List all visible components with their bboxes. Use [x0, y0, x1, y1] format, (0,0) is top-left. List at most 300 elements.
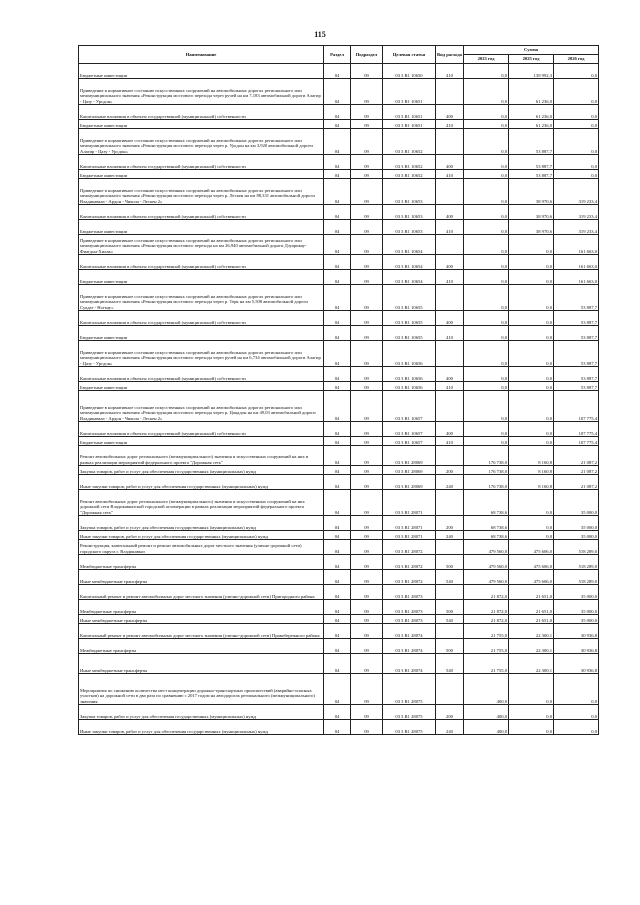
- cell-name: Бюджетные инвестиции: [79, 437, 324, 446]
- table-row: [79, 570, 599, 585]
- cell-sum-year-1: 0,0: [464, 437, 509, 446]
- cell-sum-year-2: 21 651,0: [509, 585, 554, 600]
- cell-target: 03 3 R1 28072: [383, 555, 436, 570]
- cell-target: 03 3 R1 28074: [383, 624, 436, 639]
- table-row: [79, 446, 599, 466]
- cell-sum-year-2: 475 606,0: [509, 570, 554, 585]
- cell-expense-type: 200: [436, 705, 464, 720]
- cell-name: Иные закупки товаров, работ и услуг для обеспечения государственных (муниципальных) нужд: [79, 475, 324, 490]
- table-row: [79, 391, 599, 422]
- cell-subsection: 09: [351, 79, 383, 105]
- table-row: [79, 639, 599, 654]
- cell-name: Бюджетные инвестиции: [79, 270, 324, 285]
- table-row: [79, 600, 599, 615]
- cell-sum-year-2: 8 160,8: [509, 446, 554, 466]
- cell-subsection: 09: [351, 120, 383, 129]
- cell-sum-year-2: 0,0: [509, 285, 554, 311]
- cell-expense-type: [436, 540, 464, 555]
- cell-sum-year-3: 107 775,4: [554, 422, 599, 437]
- table-row: [79, 205, 599, 220]
- cell-subsection: 09: [351, 674, 383, 705]
- cell-expense-type: [436, 391, 464, 422]
- table-row: [79, 585, 599, 600]
- cell-sum-year-1: 0,0: [464, 311, 509, 326]
- cell-target: 03 3 R1 10653: [383, 220, 436, 235]
- cell-sum-year-2: 139 992,3: [509, 64, 554, 79]
- cell-section: 04: [324, 170, 351, 179]
- cell-sum-year-3: 319 233,4: [554, 205, 599, 220]
- cell-sum-year-1: 400,0: [464, 674, 509, 705]
- cell-name: Капитальный ремонт и ремонт автомобильных дорог местного значения (улично-дорожной сети) Пригородного района: [79, 585, 324, 600]
- cell-target: 03 3 R1 28072: [383, 540, 436, 555]
- cell-sum-year-3: 319 233,4: [554, 220, 599, 235]
- cell-sum-year-3: 518 289,0: [554, 570, 599, 585]
- cell-expense-type: [436, 235, 464, 255]
- cell-section: 04: [324, 79, 351, 105]
- cell-expense-type: 410: [436, 326, 464, 341]
- cell-sum-year-1: 176 738,0: [464, 466, 509, 475]
- cell-name: Закупка товаров, работ и услуг для обеспечения государственных (муниципальных) нужд: [79, 705, 324, 720]
- cell-section: 04: [324, 475, 351, 490]
- table-row: [79, 540, 599, 555]
- cell-subsection: 09: [351, 585, 383, 600]
- table-row: [79, 437, 599, 446]
- cell-expense-type: [436, 490, 464, 516]
- cell-sum-year-2: 0,0: [509, 391, 554, 422]
- table-row: [79, 326, 599, 341]
- cell-target: 03 3 R1 28071: [383, 516, 436, 531]
- cell-target: 03 3 R1 10654: [383, 270, 436, 285]
- cell-expense-type: 540: [436, 570, 464, 585]
- cell-sum-year-3: 53 887,7: [554, 341, 599, 367]
- cell-target: 03 3 R1 28075: [383, 705, 436, 720]
- cell-target: 03 3 R1 28073: [383, 615, 436, 624]
- table-row: [79, 654, 599, 674]
- cell-section: 04: [324, 255, 351, 270]
- cell-expense-type: 500: [436, 639, 464, 654]
- cell-subsection: 09: [351, 382, 383, 391]
- cell-section: 04: [324, 326, 351, 341]
- cell-target: 03 3 R1 10652: [383, 129, 436, 155]
- cell-section: 04: [324, 105, 351, 120]
- cell-target: 03 3 R1 28069: [383, 475, 436, 490]
- cell-sum-year-2: 0,0: [509, 341, 554, 367]
- cell-section: 04: [324, 311, 351, 326]
- cell-sum-year-1: 176 738,0: [464, 446, 509, 466]
- cell-sum-year-3: 35 000,0: [554, 615, 599, 624]
- cell-name: Бюджетные инвестиции: [79, 382, 324, 391]
- cell-expense-type: 540: [436, 654, 464, 674]
- cell-sum-year-1: 21 872,0: [464, 600, 509, 615]
- cell-target: 03 3 R1 10656: [383, 367, 436, 382]
- cell-expense-type: 410: [436, 382, 464, 391]
- cell-sum-year-1: 0,0: [464, 205, 509, 220]
- cell-section: 04: [324, 220, 351, 235]
- cell-sum-year-2: 0,0: [509, 367, 554, 382]
- cell-expense-type: 240: [436, 475, 464, 490]
- cell-section: 04: [324, 516, 351, 531]
- cell-target: 03 3 R1 10651: [383, 105, 436, 120]
- cell-subsection: 09: [351, 639, 383, 654]
- cell-subsection: 09: [351, 326, 383, 341]
- cell-sum-year-3: 30 936,8: [554, 639, 599, 654]
- cell-section: 04: [324, 624, 351, 639]
- cell-sum-year-2: 38 970,6: [509, 205, 554, 220]
- cell-section: 04: [324, 540, 351, 555]
- header-target: Целевая статья: [383, 46, 436, 64]
- cell-expense-type: [436, 585, 464, 600]
- cell-sum-year-3: 53 887,7: [554, 326, 599, 341]
- table-row: [79, 475, 599, 490]
- cell-sum-year-2: 53 887,7: [509, 155, 554, 170]
- cell-sum-year-3: 21 087,2: [554, 466, 599, 475]
- table-row: [79, 720, 599, 735]
- cell-name: Иные межбюджетные трансферты: [79, 615, 324, 624]
- cell-sum-year-2: 53 887,7: [509, 129, 554, 155]
- cell-expense-type: [436, 129, 464, 155]
- cell-target: 03 3 R1 10657: [383, 391, 436, 422]
- cell-subsection: 09: [351, 170, 383, 179]
- cell-subsection: 09: [351, 540, 383, 555]
- cell-sum-year-2: 38 970,6: [509, 220, 554, 235]
- cell-target: 03 3 R1 10655: [383, 326, 436, 341]
- cell-subsection: 09: [351, 105, 383, 120]
- cell-sum-year-3: 107 775,4: [554, 437, 599, 446]
- cell-subsection: 09: [351, 600, 383, 615]
- cell-section: 04: [324, 720, 351, 735]
- table-row: [79, 155, 599, 170]
- cell-subsection: 09: [351, 129, 383, 155]
- cell-section: 04: [324, 235, 351, 255]
- cell-subsection: 09: [351, 220, 383, 235]
- cell-section: 04: [324, 179, 351, 205]
- cell-section: 04: [324, 674, 351, 705]
- cell-sum-year-2: 0,0: [509, 270, 554, 285]
- table-row: [79, 382, 599, 391]
- cell-section: 04: [324, 585, 351, 600]
- cell-name: Капитальные вложения в объекты государственной (муниципальной) собственности: [79, 311, 324, 326]
- table-row: [79, 615, 599, 624]
- cell-section: 04: [324, 64, 351, 79]
- cell-target: 03 3 R1 10653: [383, 179, 436, 205]
- cell-sum-year-2: 61 236,0: [509, 105, 554, 120]
- cell-subsection: 09: [351, 311, 383, 326]
- cell-sum-year-1: 0,0: [464, 326, 509, 341]
- cell-section: 04: [324, 639, 351, 654]
- cell-sum-year-3: 0,0: [554, 705, 599, 720]
- cell-section: 04: [324, 446, 351, 466]
- cell-sum-year-2: 0,0: [509, 326, 554, 341]
- cell-expense-type: 410: [436, 64, 464, 79]
- cell-section: 04: [324, 531, 351, 540]
- cell-expense-type: 400: [436, 105, 464, 120]
- cell-target: 03 3 R1 10651: [383, 79, 436, 105]
- cell-section: 04: [324, 367, 351, 382]
- cell-sum-year-2: 8 160,8: [509, 466, 554, 475]
- cell-subsection: 09: [351, 466, 383, 475]
- cell-target: 03 3 R1 28071: [383, 490, 436, 516]
- table-row: [79, 170, 599, 179]
- cell-sum-year-3: 35 000,0: [554, 585, 599, 600]
- table-row: [79, 270, 599, 285]
- cell-sum-year-1: 68 738,6: [464, 531, 509, 540]
- cell-expense-type: 410: [436, 437, 464, 446]
- cell-sum-year-2: 0,0: [509, 531, 554, 540]
- cell-subsection: 09: [351, 205, 383, 220]
- table-row: [79, 705, 599, 720]
- cell-sum-year-1: 0,0: [464, 64, 509, 79]
- cell-sum-year-2: 0,0: [509, 516, 554, 531]
- cell-target: 03 3 R1 10655: [383, 311, 436, 326]
- cell-sum-year-1: 0,0: [464, 235, 509, 255]
- cell-subsection: 09: [351, 555, 383, 570]
- cell-sum-year-1: 21 872,0: [464, 585, 509, 600]
- header-section: Раздел: [324, 46, 351, 64]
- cell-sum-year-1: 0,0: [464, 367, 509, 382]
- cell-sum-year-1: 0,0: [464, 129, 509, 155]
- cell-subsection: 09: [351, 720, 383, 735]
- cell-expense-type: 240: [436, 531, 464, 540]
- cell-name: Закупка товаров, работ и услуг для обеспечения государственных (муниципальных) нужд: [79, 516, 324, 531]
- cell-expense-type: [436, 624, 464, 639]
- cell-section: 04: [324, 490, 351, 516]
- table-row: [79, 466, 599, 475]
- cell-sum-year-1: 0,0: [464, 170, 509, 179]
- table-row: [79, 64, 599, 79]
- table-row: [79, 367, 599, 382]
- cell-name: Капитальные вложения в объекты государственной (муниципальной) собственности: [79, 422, 324, 437]
- cell-sum-year-3: 0,0: [554, 64, 599, 79]
- cell-target: 03 3 R1 10651: [383, 120, 436, 129]
- cell-name: Капитальные вложения в объекты государственной (муниципальной) собственности: [79, 255, 324, 270]
- cell-sum-year-1: 479 560,0: [464, 570, 509, 585]
- cell-name: Приведение в нормативное состояние искусственных сооружений на автомобильных дорогах регионального или межмуниципального значения «Реконструкция мостового перехода через р. Терк на км 5,508 автомобильной дороги Суадаг - Ногкау»: [79, 285, 324, 311]
- cell-sum-year-3: 518 289,0: [554, 555, 599, 570]
- cell-sum-year-1: 0,0: [464, 285, 509, 311]
- cell-expense-type: [436, 179, 464, 205]
- cell-sum-year-1: 68 738,6: [464, 516, 509, 531]
- cell-sum-year-2: 38 970,6: [509, 179, 554, 205]
- cell-target: 03 3 R1 28073: [383, 585, 436, 600]
- cell-name: Межбюджетные трансферты: [79, 639, 324, 654]
- cell-sum-year-1: 0,0: [464, 255, 509, 270]
- table-header: [79, 46, 599, 64]
- cell-sum-year-3: 35 000,0: [554, 531, 599, 540]
- cell-name: Приведение в нормативное состояние искусственных сооружений на автомобильных дорогах регионального или межмуниципального значения «Реконструкция мостового перехода через ручей на км 7,183 автомобильной дороги Алагир - Цазу - Урсдон»: [79, 79, 324, 105]
- cell-subsection: 09: [351, 422, 383, 437]
- cell-sum-year-2: 22 300,1: [509, 624, 554, 639]
- cell-subsection: 09: [351, 437, 383, 446]
- cell-sum-year-1: 0,0: [464, 391, 509, 422]
- cell-sum-year-3: 319 233,4: [554, 179, 599, 205]
- table-row: [79, 555, 599, 570]
- cell-sum-year-3: 161 663,0: [554, 235, 599, 255]
- cell-sum-year-2: 0,0: [509, 437, 554, 446]
- cell-subsection: 09: [351, 531, 383, 540]
- cell-subsection: 09: [351, 475, 383, 490]
- cell-expense-type: 400: [436, 367, 464, 382]
- cell-subsection: 09: [351, 64, 383, 79]
- cell-sum-year-2: 475 606,0: [509, 555, 554, 570]
- header-year-2: 2025 год: [509, 55, 554, 64]
- cell-sum-year-1: 0,0: [464, 155, 509, 170]
- cell-name: Бюджетные инвестиции: [79, 64, 324, 79]
- cell-section: 04: [324, 120, 351, 129]
- cell-sum-year-3: 30 936,8: [554, 624, 599, 639]
- cell-sum-year-2: 61 236,0: [509, 120, 554, 129]
- cell-target: 03 3 R1 28071: [383, 531, 436, 540]
- cell-target: 03 3 R1 28069: [383, 446, 436, 466]
- cell-sum-year-3: 30 936,8: [554, 654, 599, 674]
- cell-subsection: 09: [351, 235, 383, 255]
- cell-target: 03 3 R1 28074: [383, 639, 436, 654]
- cell-target: 03 3 R1 10654: [383, 235, 436, 255]
- header-year-1: 2023 год: [464, 55, 509, 64]
- cell-target: 03 3 R1 28073: [383, 600, 436, 615]
- cell-sum-year-3: 21 087,2: [554, 446, 599, 466]
- table-row: [79, 235, 599, 255]
- cell-sum-year-1: 21 755,0: [464, 624, 509, 639]
- cell-expense-type: 500: [436, 555, 464, 570]
- cell-subsection: 09: [351, 255, 383, 270]
- cell-sum-year-1: 0,0: [464, 105, 509, 120]
- cell-sum-year-1: 400,0: [464, 705, 509, 720]
- cell-sum-year-1: 21 755,0: [464, 654, 509, 674]
- cell-name: Иные межбюджетные трансферты: [79, 654, 324, 674]
- cell-sum-year-3: 161 663,0: [554, 255, 599, 270]
- cell-expense-type: 400: [436, 311, 464, 326]
- cell-sum-year-1: 0,0: [464, 120, 509, 129]
- header-expense-type: Вид расхода: [436, 46, 464, 64]
- cell-subsection: 09: [351, 516, 383, 531]
- cell-section: 04: [324, 615, 351, 624]
- table-row: [79, 422, 599, 437]
- cell-expense-type: 400: [436, 255, 464, 270]
- cell-target: 03 3 R1 10654: [383, 255, 436, 270]
- cell-sum-year-3: 161 663,0: [554, 270, 599, 285]
- cell-sum-year-3: 0,0: [554, 674, 599, 705]
- header-name: Наименование: [79, 46, 324, 64]
- cell-sum-year-3: 0,0: [554, 155, 599, 170]
- cell-sum-year-3: 35 000,0: [554, 490, 599, 516]
- table-row: [79, 255, 599, 270]
- cell-sum-year-1: 21 872,0: [464, 615, 509, 624]
- cell-name: Межбюджетные трансферты: [79, 555, 324, 570]
- cell-name: Бюджетные инвестиции: [79, 120, 324, 129]
- cell-sum-year-3: 0,0: [554, 129, 599, 155]
- table-row: [79, 105, 599, 120]
- cell-sum-year-3: 0,0: [554, 720, 599, 735]
- cell-subsection: 09: [351, 270, 383, 285]
- header-sum: Сумма: [464, 46, 599, 55]
- cell-sum-year-2: 22 300,1: [509, 654, 554, 674]
- table-row: [79, 674, 599, 705]
- cell-sum-year-3: 21 087,2: [554, 475, 599, 490]
- cell-sum-year-2: 53 887,7: [509, 170, 554, 179]
- cell-expense-type: 400: [436, 155, 464, 170]
- cell-target: 03 3 R1 10652: [383, 155, 436, 170]
- cell-subsection: 09: [351, 341, 383, 367]
- cell-expense-type: 410: [436, 170, 464, 179]
- cell-sum-year-2: 21 651,0: [509, 615, 554, 624]
- header-year-3: 2026 год: [554, 55, 599, 64]
- cell-name: Межбюджетные трансферты: [79, 600, 324, 615]
- cell-name: Капитальные вложения в объекты государственной (муниципальной) собственности: [79, 205, 324, 220]
- cell-section: 04: [324, 129, 351, 155]
- cell-section: 04: [324, 422, 351, 437]
- cell-section: 04: [324, 205, 351, 220]
- cell-target: 03 3 R1 10657: [383, 422, 436, 437]
- cell-expense-type: [436, 79, 464, 105]
- cell-sum-year-3: 0,0: [554, 105, 599, 120]
- cell-section: 04: [324, 341, 351, 367]
- cell-expense-type: 400: [436, 205, 464, 220]
- cell-sum-year-3: 518 289,0: [554, 540, 599, 555]
- cell-expense-type: 410: [436, 270, 464, 285]
- cell-target: 03 3 R1 10656: [383, 382, 436, 391]
- cell-sum-year-3: 35 000,0: [554, 516, 599, 531]
- cell-name: Ремонт автомобильных дорог регионального (межмуниципального) значения и искусственных сооружений на них дорожной сети Владикавказской городской агломерации в рамках реализации мероприятий федерального проекта "Дорожная сеть": [79, 490, 324, 516]
- cell-name: Приведение в нормативное состояние искусственных сооружений на автомобильных дорогах регионального или межмуниципального значения «Реконструкция мостового перехода на км 26,940 автомобильной дороги Дзуарикау-Фиагдон-Хилак»: [79, 235, 324, 255]
- cell-sum-year-3: 53 887,7: [554, 367, 599, 382]
- cell-name: Бюджетные инвестиции: [79, 326, 324, 341]
- cell-sum-year-2: 8 160,8: [509, 475, 554, 490]
- cell-name: Приведение в нормативное состояние искусственных сооружений на автомобильных дорогах регионального или межмуниципального значения «Реконструкция мостового перехода через р. Цацадон на км 49,03 автомобильной дороги Владикавказ - Ардон - Чикола - Лескен 2»: [79, 391, 324, 422]
- cell-subsection: 09: [351, 367, 383, 382]
- cell-sum-year-2: 0,0: [509, 490, 554, 516]
- cell-name: Капитальные вложения в объекты государственной (муниципальной) собственности: [79, 155, 324, 170]
- cell-sum-year-3: 35 000,0: [554, 600, 599, 615]
- cell-section: 04: [324, 285, 351, 311]
- cell-expense-type: [436, 341, 464, 367]
- cell-sum-year-2: 61 236,0: [509, 79, 554, 105]
- cell-sum-year-2: 0,0: [509, 674, 554, 705]
- cell-subsection: 09: [351, 285, 383, 311]
- cell-expense-type: 410: [436, 220, 464, 235]
- cell-target: 03 3 R1 28075: [383, 720, 436, 735]
- cell-name: Капитальные вложения в объекты государственной (муниципальной) собственности: [79, 105, 324, 120]
- cell-name: Капитальные вложения в объекты государственной (муниципальной) собственности: [79, 367, 324, 382]
- cell-expense-type: 200: [436, 516, 464, 531]
- cell-name: Иные закупки товаров, работ и услуг для обеспечения государственных (муниципальных) нужд: [79, 720, 324, 735]
- cell-target: 03 3 R1 28072: [383, 570, 436, 585]
- cell-subsection: 09: [351, 391, 383, 422]
- cell-expense-type: 540: [436, 615, 464, 624]
- cell-subsection: 09: [351, 155, 383, 170]
- cell-name: Приведение в нормативное состояние искусственных сооружений на автомобильных дорогах регионального или межмуниципального значения «Реконструкция мостового перехода через р. Урсдон на км 3,920 автомобильной дороги Алагир - Цазу - Урсдон»: [79, 129, 324, 155]
- cell-section: 04: [324, 270, 351, 285]
- cell-sum-year-2: 0,0: [509, 720, 554, 735]
- cell-name: Реконструкция, капитальный ремонт и ремонт автомобильных дорог местного значения (улично-дорожной сети) городского округа г. Владикавказ: [79, 540, 324, 555]
- table-row: [79, 79, 599, 105]
- cell-section: 04: [324, 600, 351, 615]
- cell-sum-year-1: 0,0: [464, 422, 509, 437]
- cell-subsection: 09: [351, 490, 383, 516]
- cell-section: 04: [324, 391, 351, 422]
- cell-target: 03 3 R1 10650: [383, 64, 436, 79]
- cell-sum-year-1: 0,0: [464, 220, 509, 235]
- cell-subsection: 09: [351, 446, 383, 466]
- cell-name: Приведение в нормативное состояние искусственных сооружений на автомобильных дорогах регионального или межмуниципального значения «Реконструкция мостового перехода через р. Лескен на км 88,331 автомобильной дороги Владикавказ - Ардон - Чикола - Лескен 2»: [79, 179, 324, 205]
- table-row: [79, 516, 599, 531]
- cell-name: Ремонт автомобильных дорог регионального (межмуниципального) значения и искусственных сооружений на них в рамках реализации мероприятий федерального проекта "Дорожная сеть": [79, 446, 324, 466]
- cell-section: 04: [324, 155, 351, 170]
- cell-section: 04: [324, 654, 351, 674]
- cell-sum-year-1: 479 560,0: [464, 555, 509, 570]
- cell-target: 03 3 R1 10657: [383, 437, 436, 446]
- cell-subsection: 09: [351, 654, 383, 674]
- cell-target: 03 3 R1 28075: [383, 674, 436, 705]
